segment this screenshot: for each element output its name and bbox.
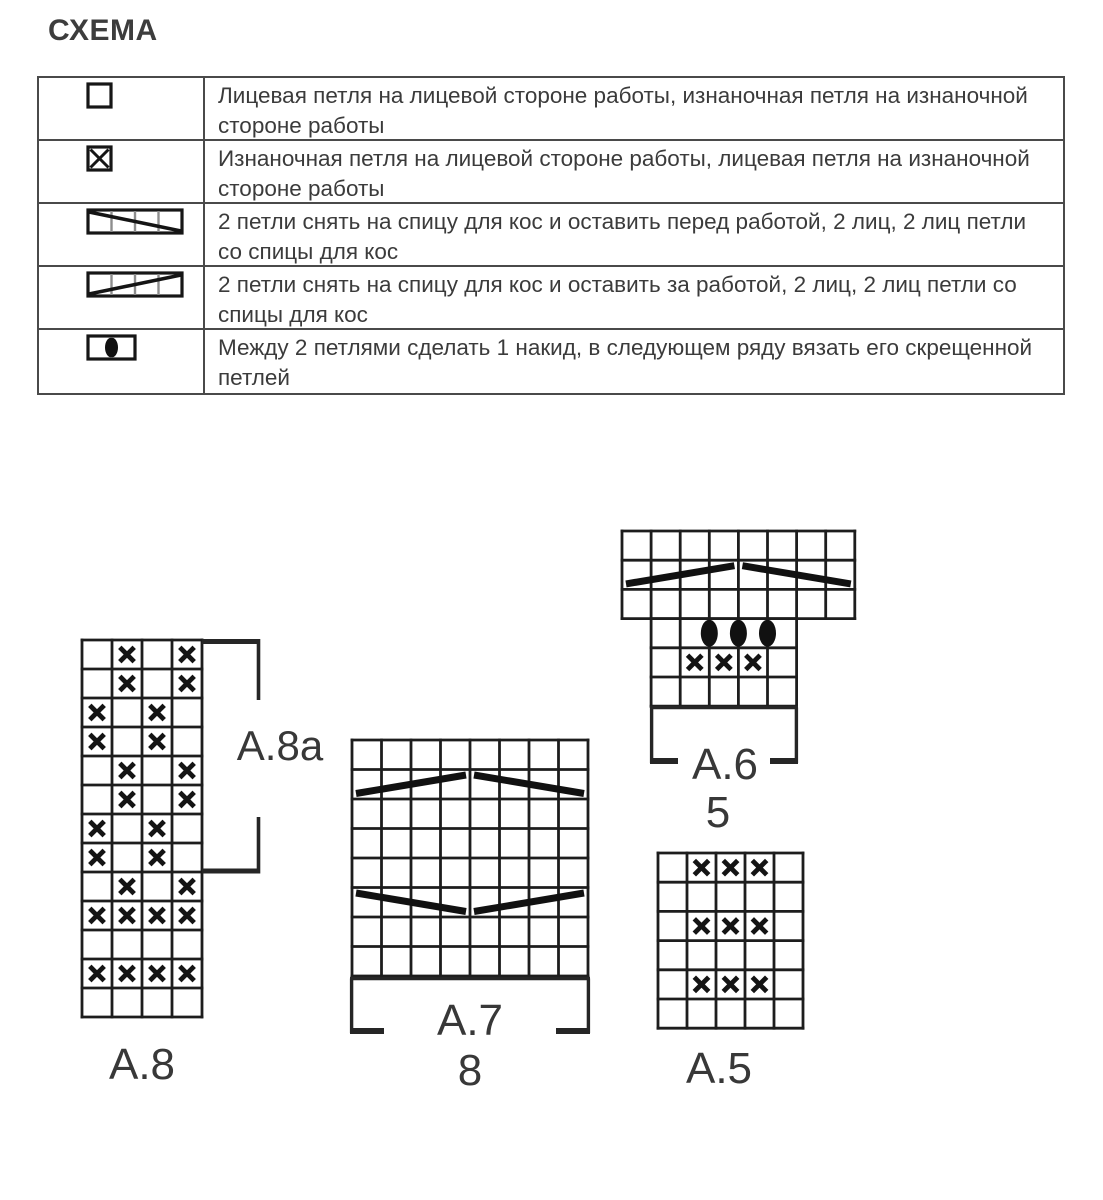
chart-a7-stitch-count: 8: [457, 1046, 483, 1095]
chart-a7-label: A.7: [436, 996, 504, 1045]
chart-a6-label: A.6: [691, 740, 759, 789]
chart-a8a-repeat-label: A.8a: [236, 722, 324, 769]
legend-text: Изнаночная петля на лицевой стороне работы, лицевая петля на изнаночной стороне работы: [218, 146, 1030, 201]
page-title: СХЕМА: [48, 14, 158, 47]
legend-text: Между 2 петлями сделать 1 накид, в следующем ряду вязать его скрещенной петлей: [218, 335, 1033, 390]
chart-a8-label: A.8: [108, 1040, 176, 1089]
chart-a5-label: A.5: [685, 1044, 753, 1093]
legend-text: 2 петли снять на спицу для кос и оставить за работой, 2 лиц, 2 лиц петли со спицы для кос: [218, 272, 1017, 327]
legend-text: Лицевая петля на лицевой стороне работы, изнаночная петля на изнаночной стороне работы: [218, 83, 1028, 138]
chart-a6-stitch-count: 5: [705, 788, 731, 837]
legend-text: 2 петли снять на спицу для кос и оставить перед работой, 2 лиц, 2 лиц петли со спицы для кос: [218, 209, 1027, 264]
